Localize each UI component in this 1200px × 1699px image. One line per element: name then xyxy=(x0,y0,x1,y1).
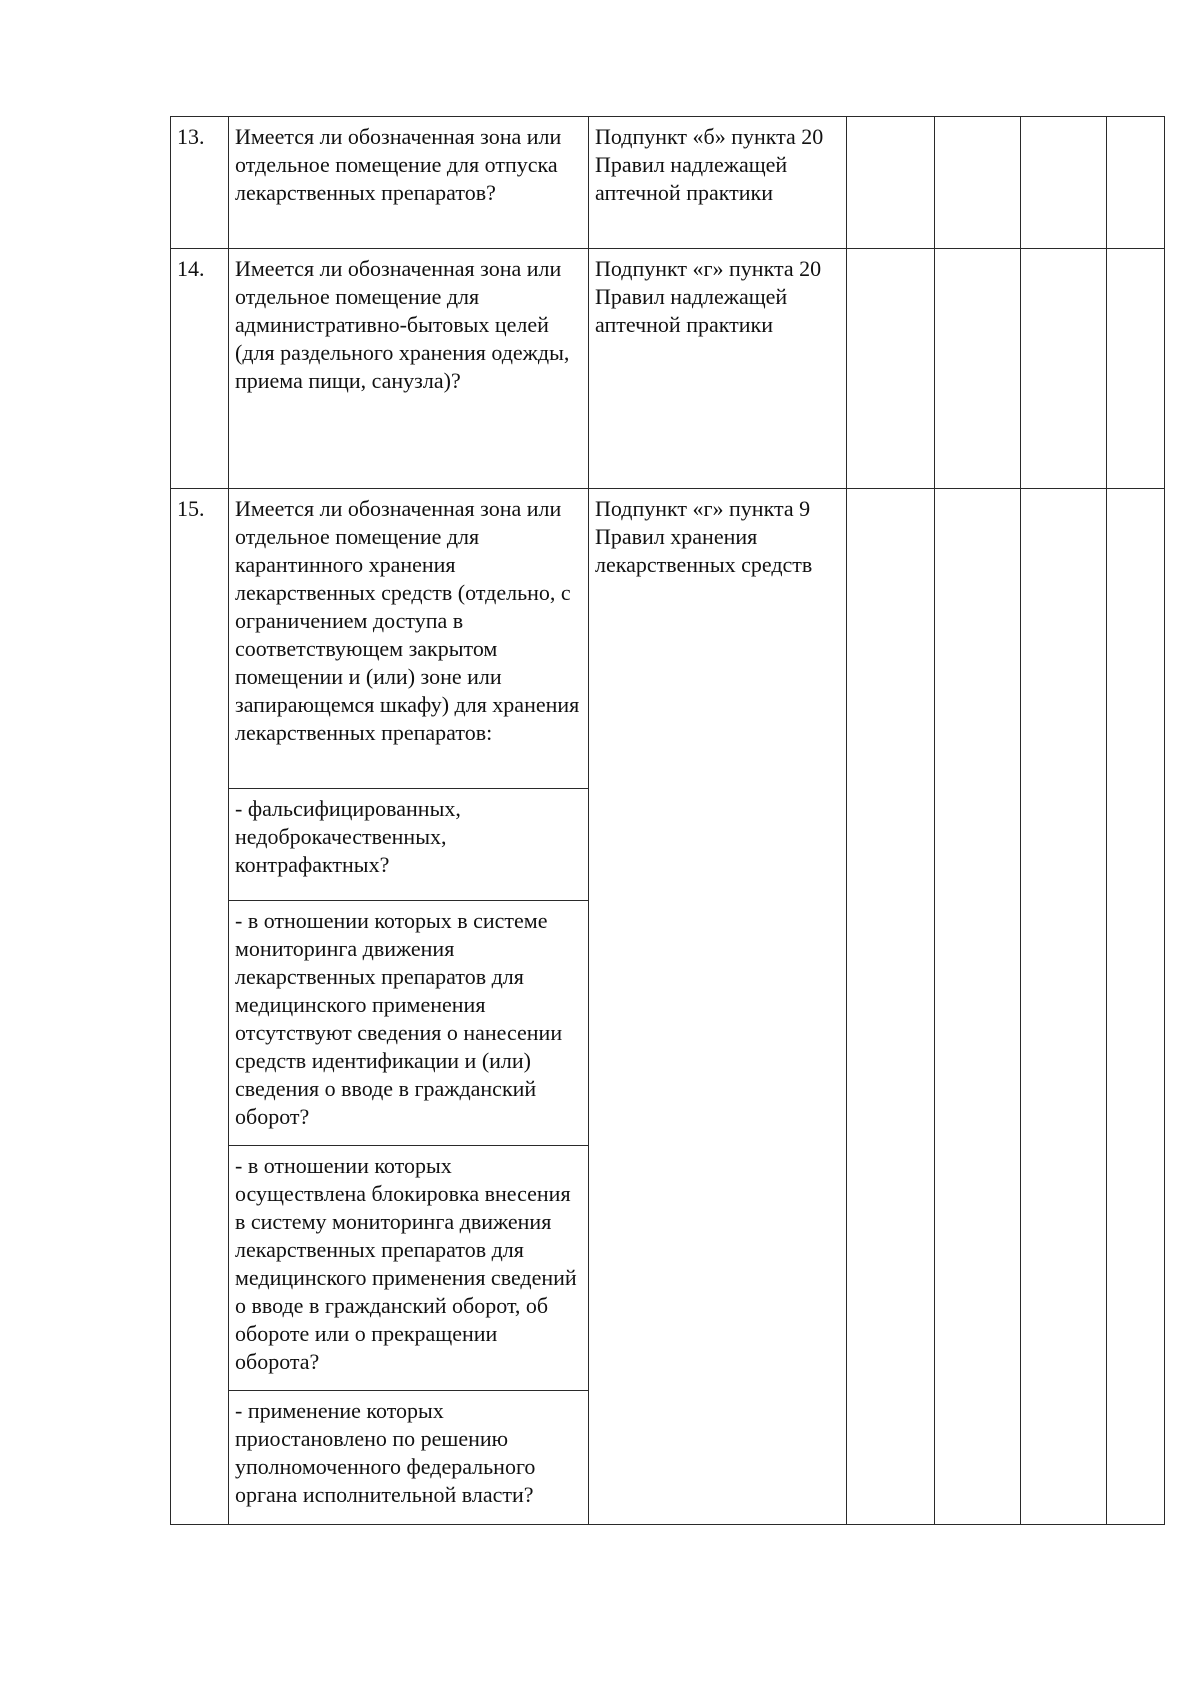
answer-cell-yes[interactable] xyxy=(847,489,935,1525)
answer-cell-na[interactable] xyxy=(1021,117,1107,249)
note-cell[interactable] xyxy=(1107,117,1165,249)
reference-cell: Подпункт «г» пункта 20 Правил надлежащей аптечной практики xyxy=(589,249,847,489)
answer-cell-yes[interactable] xyxy=(847,249,935,489)
question-cell: Имеется ли обозначенная зона или отдельное помещение для административно-бытовых целей (для раздельного хранения одежды, приема пищи, санузла)? xyxy=(229,249,589,489)
answer-cell-no[interactable] xyxy=(935,117,1021,249)
row-number: 13. xyxy=(171,117,229,249)
table-row xyxy=(171,489,1165,789)
answer-cell-na[interactable] xyxy=(1021,489,1107,1525)
reference-cell: Подпункт «г» пункта 9 Правил хранения лекарственных средств xyxy=(589,489,847,1525)
table-row xyxy=(171,249,1165,489)
answer-cell-no[interactable] xyxy=(935,489,1021,1525)
question-cell: Имеется ли обозначенная зона или отдельное помещение для карантинного хранения лекарственных средств (отдельно, с ограничением доступа в соответствующем закрытом помещении и (или) зоне или запирающемся шкафу) для хранения лекарственных препаратов: xyxy=(229,489,589,789)
question-cell: Имеется ли обозначенная зона или отдельное помещение для отпуска лекарственных препаратов? xyxy=(229,117,589,249)
row-number: 15. xyxy=(171,489,229,1525)
subitem-cell: - в отношении которых в системе мониторинга движения лекарственных препаратов для медицинского применения отсутствуют сведения о нанесении средств идентификации и (или) сведения о вводе в гражданский оборот? xyxy=(229,901,589,1146)
answer-cell-na[interactable] xyxy=(1021,249,1107,489)
subitem-cell: - применение которых приостановлено по решению уполномоченного федерального органа исполнительной власти? xyxy=(229,1391,589,1525)
note-cell[interactable] xyxy=(1107,249,1165,489)
row-number: 14. xyxy=(171,249,229,489)
reference-cell: Подпункт «б» пункта 20 Правил надлежащей аптечной практики xyxy=(589,117,847,249)
checklist-table xyxy=(170,116,1165,1525)
table-row xyxy=(171,117,1165,249)
subitem-cell: - фальсифицированных, недоброкачественных, контрафактных? xyxy=(229,789,589,901)
answer-cell-yes[interactable] xyxy=(847,117,935,249)
subitem-cell: - в отношении которых осуществлена блокировка внесения в систему мониторинга движения лекарственных препаратов для медицинского применения сведений о вводе в гражданский оборот, об обороте или о прекращении оборота? xyxy=(229,1146,589,1391)
note-cell[interactable] xyxy=(1107,489,1165,1525)
answer-cell-no[interactable] xyxy=(935,249,1021,489)
